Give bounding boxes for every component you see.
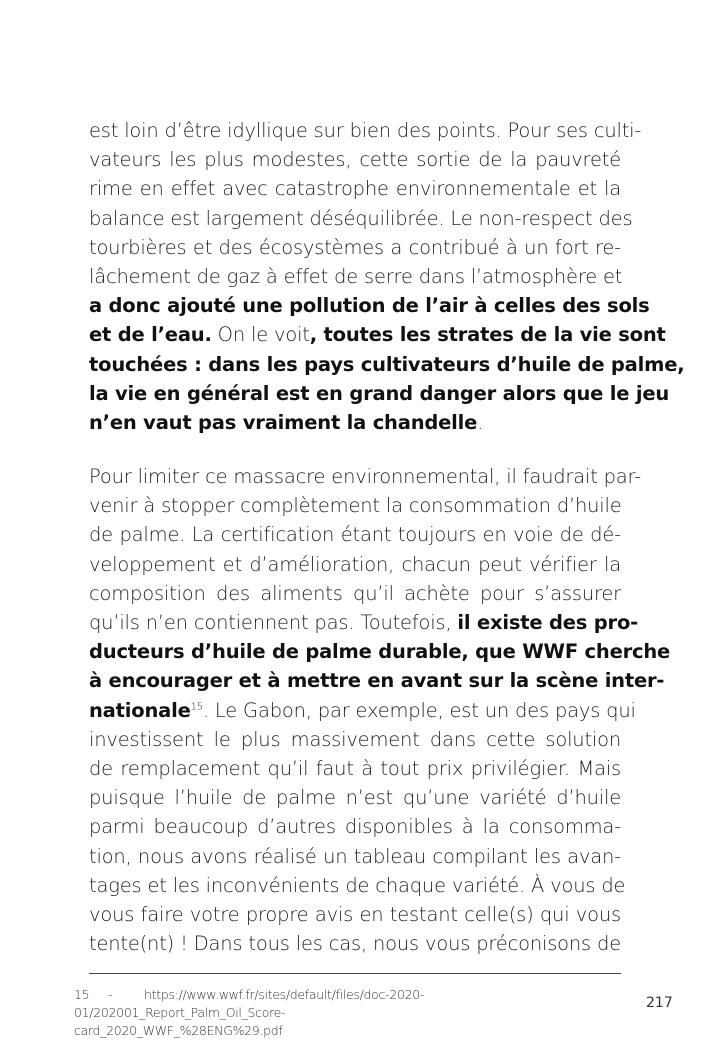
- text-line: [89, 408, 621, 437]
- footnote: [74, 986, 622, 1040]
- normal-text: .: [477, 411, 484, 435]
- text-line: [89, 350, 685, 379]
- footnote-line-1: [74, 986, 622, 1022]
- text-line: de palme. La certification étant toujours en voie de dé-: [89, 523, 621, 547]
- text-line: [89, 608, 639, 637]
- text-line: vous faire votre propre avis en testant celle(s) qui vous: [89, 903, 621, 927]
- footnote-number: 15: [74, 987, 90, 1002]
- text-line: vateurs les plus modestes, cette sortie de la pauvreté: [89, 148, 621, 172]
- bold-text: touchées : dans les pays cultivateurs d’huile de palme,: [89, 352, 685, 376]
- bold-text: à encourager et à mettre en avant sur la scène inter-: [89, 669, 665, 693]
- text-line: [89, 666, 665, 695]
- paragraph-1: [89, 116, 685, 437]
- text-line: parmi beaucoup d’autres disponibles à la consomma-: [89, 815, 621, 839]
- footnote-reference[interactable]: 15: [190, 701, 203, 713]
- text-line: de remplacement qu’il faut à tout prix privilégier. Mais: [89, 757, 621, 781]
- bold-text: il existe des pro-: [457, 611, 639, 635]
- page-number: 217: [646, 995, 673, 1011]
- text-line: [89, 696, 636, 725]
- footnote-dash: -: [108, 987, 113, 1002]
- text-line: puisque l’huile de palme n’est qu’une variété d’huile: [89, 786, 621, 810]
- text-line: investissent le plus massivement dans cette solution: [89, 727, 621, 751]
- text-line: veloppement et d’amélioration, chacun peut vérifier la: [89, 552, 621, 576]
- text-line: tourbières et des écosystèmes a contribué à un fort re-: [89, 235, 621, 259]
- bold-text: a donc ajouté une pollution de l’air à celles des sols: [89, 294, 650, 318]
- text-line: [89, 291, 650, 320]
- bold-text: ducteurs d’huile de palme durable, que WWF cherche: [89, 640, 671, 664]
- bold-text: nationale: [89, 698, 191, 722]
- text-line: tion, nous avons réalisé un tableau compilant les avan-: [89, 844, 621, 868]
- footnote-url-continued[interactable]: card_2020_WWF_%28ENG%29.pdf: [74, 1023, 283, 1038]
- normal-text: . Le Gabon, par exemple, est un des pays qui: [202, 698, 636, 722]
- normal-text: qu’ils n’en contiennent pas. Toutefois,: [89, 611, 458, 635]
- bold-text: n’en vaut pas vraiment la chandelle: [89, 411, 478, 435]
- footnote-line-2: [74, 1022, 622, 1040]
- footnote-divider: [89, 973, 621, 974]
- text-line: [89, 379, 670, 408]
- text-line: balance est largement déséquilibrée. Le non-respect des: [89, 206, 633, 230]
- bold-text: la vie en général est en grand danger alors que le jeu: [89, 381, 670, 405]
- paragraph-2: [89, 462, 671, 958]
- text-line: est loin d’être idyllique sur bien des points. Pour ses culti-: [89, 119, 642, 142]
- bold-text: et de l’eau.: [89, 323, 212, 347]
- text-line: lâchement de gaz à effet de serre dans l’atmosphère et: [89, 265, 623, 289]
- text-line: Pour limiter ce massacre environnemental, il faudrait par-: [89, 465, 641, 488]
- bold-text: , toutes les strates de la vie sont: [309, 323, 666, 347]
- normal-text: On le voit: [211, 323, 310, 347]
- text-line: venir à stopper complètement la consommation d’huile: [89, 494, 622, 518]
- text-line: rime en effet avec catastrophe environnementale et la: [89, 177, 621, 201]
- footnote-url[interactable]: https://www.wwf.fr/sites/default/files/doc-2020-01/202001_Report_Palm_Oil_Score-: [74, 987, 425, 1020]
- text-line: [89, 637, 671, 666]
- text-line: tages et les inconvénients de chaque variété. À vous de: [89, 873, 626, 897]
- text-line: tente(nt) ! Dans tous les cas, nous vous préconisons de: [89, 932, 621, 956]
- text-line: composition des aliments qu’il achète pour s’assurer: [89, 581, 621, 605]
- text-line: [89, 320, 666, 349]
